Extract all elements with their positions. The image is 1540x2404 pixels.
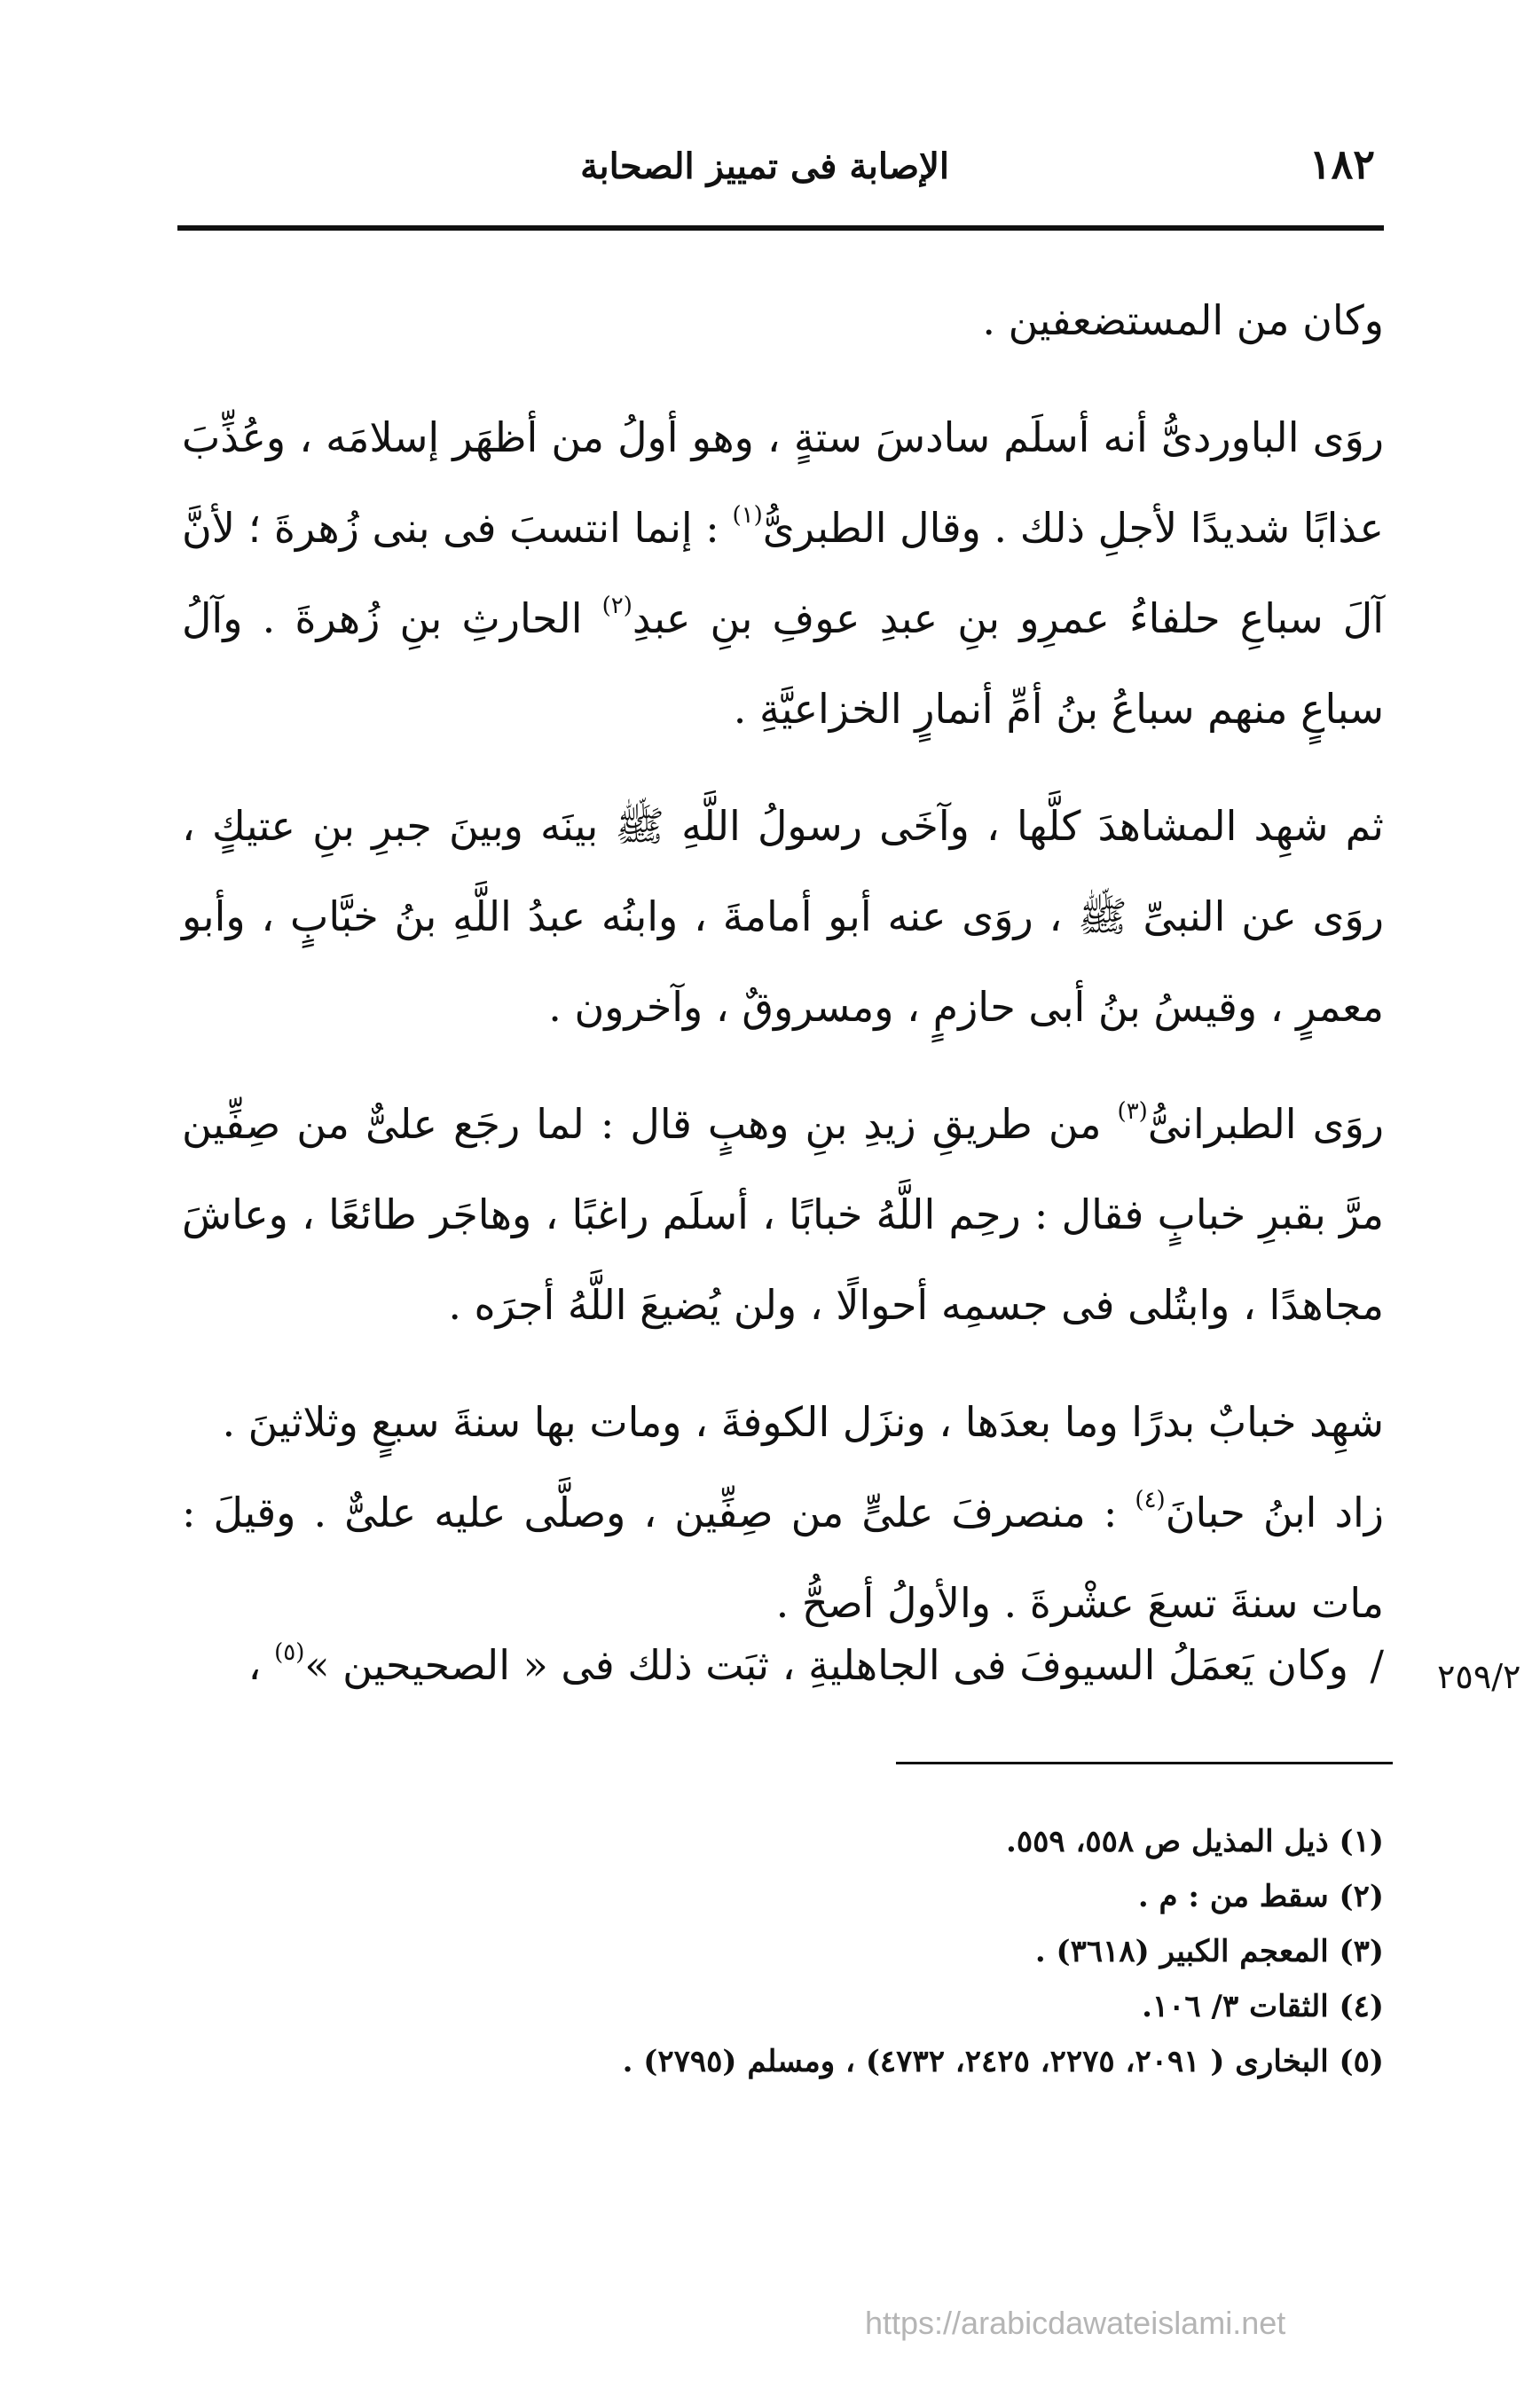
paragraph-2-text-c: الحارثِ بنِ زُهرةَ . وآلُ سباعٍ منهم سباعُ بنُ أمِّ أنمارٍ الخزاعيَّةِ . (182, 594, 1384, 733)
last-line-text-a: وكان يَعمَلُ السيوفَ فى الجاهليةِ ، ثبَت ذلك فى « الصحيحين » (304, 1641, 1348, 1689)
footnote-marker-5[interactable]: (٥) (274, 1639, 305, 1666)
paragraph-1-text: وكان من المستضعفين . (982, 296, 1384, 344)
footnote-1: (١) ذيل المذيل ص ٥٥٨، ٥٥٩. (1005, 1824, 1384, 1859)
paragraph-6-text-a: زاد ابنُ حبانَ (1165, 1489, 1384, 1536)
footnote-2: (٢) سقط من : م . (1137, 1879, 1384, 1914)
paragraph-6-text-b: : منصرفَ علىٍّ من صِفِّين ، وصلَّى عليه علىٌّ . وقيلَ : مات سنةَ تسعَ عشْرةَ . والأولُ أصحُّ . (182, 1489, 1384, 1627)
watermark-url: https://arabicdawateislami.net (865, 2305, 1286, 2341)
paragraph-2-text-a: روَى الباوردىُّ أنه أسلَم سادسَ ستةٍ ، وهو أولُ من أظهَر إسلامَه ، وعُذِّبَ عذابًا شديدًا لأجلِ ذلك . وقال الطبرىُّ (182, 413, 1385, 552)
paragraph-3 (182, 781, 1384, 1052)
page-number: ١٨٢ (1308, 140, 1375, 188)
footnote-marker-4[interactable]: (٤) (1135, 1487, 1166, 1513)
page-break-slash: / (1370, 1641, 1384, 1689)
last-line-text-b: ، (248, 1641, 275, 1689)
header-divider (177, 225, 1384, 231)
paragraph-6 (182, 1467, 1384, 1648)
paragraph-4-text-a: روَى الطبرانىُّ (1147, 1100, 1385, 1148)
paragraph-4-text-b: من طريقِ زيدِ بنِ وهبٍ قال : لما رجَع علىٌّ من صِفِّين مرَّ بقبرِ خبابٍ فقال : رحِم اللَّهُ خبابًا ، أسلَم راغبًا ، وهاجَر طائعًا ، وعاشَ مجاهدًا ، وابتُلى فى جسمِه أحوالًا ، ولن يُضيعَ اللَّهُ أجرَه . (182, 1100, 1384, 1329)
paragraph-5 (182, 1377, 1384, 1467)
margin-volume-page-reference: ٢٥٩/٢ (1437, 1657, 1521, 1696)
paragraph-2 (182, 392, 1384, 754)
paragraph-3-text: ثم شهِد المشاهدَ كلَّها ، وآخَى رسولُ اللَّهِ ﷺ بينَه وبينَ جبرِ بنِ عتيكٍ ، روَى عن النبىِّ ﷺ ، روَى عنه أبو أمامةَ ، وابنُه عبدُ اللَّهِ بنُ خبَّابٍ ، وأبو معمرٍ ، وقيسُ بنُ أبى حازمٍ ، ومسروقٌ ، وآخرون . (182, 802, 1384, 1031)
footnote-marker-2[interactable]: (٢) (601, 593, 632, 619)
last-line-text (248, 1641, 1348, 1689)
paragraph-1 (182, 275, 1384, 365)
footnote-5: (٥) البخارى ( ٢٠٩١، ٢٢٧٥، ٢٤٢٥، ٤٧٣٢) ، ومسلم (٢٧٩٥) . (622, 2044, 1384, 2079)
footnote-4: (٤) الثقات ٣/ ١٠٦. (1142, 1989, 1384, 2024)
main-text (182, 275, 1384, 1675)
paragraph-2-text-b: : إنما انتسبَ فى بنى زُهرةَ ؛ لأنَّ آلَ سباعِ حلفاءُ عمرِو بنِ عبدِ عوفِ بنِ عبدِ (182, 504, 1384, 642)
footnote-3: (٣) المعجم الكبير (٣٦١٨) . (1034, 1934, 1384, 1969)
page-header (177, 133, 1384, 204)
last-line (177, 1641, 1384, 1730)
footnotes (355, 1814, 1384, 2089)
footnote-marker-1[interactable]: (١) (732, 502, 763, 529)
paragraph-5-text: شهِد خبابٌ بدرًا وما بعدَها ، ونزَل الكوفةَ ، ومات بها سنةَ سبعٍ وثلاثينَ . (222, 1398, 1384, 1446)
running-title: الإصابة فى تمييز الصحابة (580, 145, 949, 187)
footnote-divider (896, 1762, 1393, 1764)
footnote-marker-3[interactable]: (٣) (1117, 1098, 1148, 1125)
paragraph-4 (182, 1079, 1384, 1350)
